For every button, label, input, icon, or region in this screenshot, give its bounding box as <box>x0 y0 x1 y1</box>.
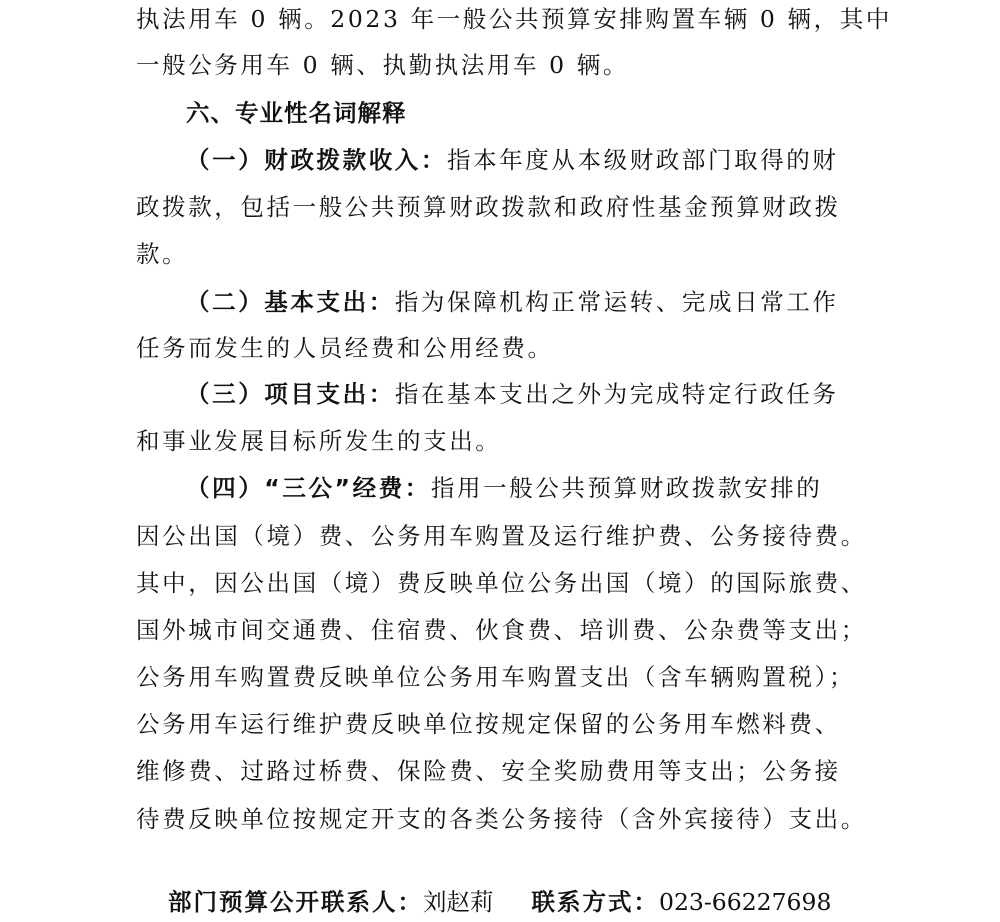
paragraph-line: 其中，因公出国（境）费反映单位公务出国（境）的国际旅费、 <box>136 569 867 597</box>
definition-text: 指用一般公共预算财政拨款安排的 <box>430 474 823 502</box>
definition-text: 指为保障机构正常运转、完成日常工作 <box>394 288 839 316</box>
definition-4-first-line <box>186 465 822 511</box>
definition-text: 指在基本支出之外为完成特定行政任务 <box>394 380 839 408</box>
phone-label: 联系方式： <box>531 888 659 916</box>
paragraph-line: 政拨款，包括一般公共预算财政拨款和政府性基金预算财政拨 <box>136 193 841 221</box>
paragraph-line: 任务而发生的人员经费和公用经费。 <box>136 334 554 362</box>
definition-term: （三）项目支出： <box>186 380 395 408</box>
paragraph-line: 执法用车 0 辆。2023 年一般公共预算安排购置车辆 0 辆，其中 <box>136 5 892 33</box>
section-heading: 六、专业性名词解释 <box>186 99 407 127</box>
paragraph-line: 一般公务用车 0 辆、执勤执法用车 0 辆。 <box>136 51 629 79</box>
paragraph-line: 待费反映单位按规定开支的各类公务接待（含外宾接待）支出。 <box>136 805 867 833</box>
definition-1-first-line <box>186 137 839 183</box>
contact-label: 部门预算公开联系人： <box>168 888 423 916</box>
paragraph-line: 和事业发展目标所发生的支出。 <box>136 427 502 455</box>
paragraph-line: 公务用车运行维护费反映单位按规定保留的公务用车燃料费、 <box>136 710 841 738</box>
phone-number: 023-66227698 <box>659 888 832 916</box>
paragraph-line: 款。 <box>136 240 189 268</box>
definition-2-first-line <box>186 279 839 325</box>
definition-3-first-line <box>186 371 839 417</box>
definition-term: （二）基本支出： <box>186 288 395 316</box>
paragraph-line: 公务用车购置费反映单位公务用车购置支出（含车辆购置税）； <box>136 663 856 691</box>
contact-footer <box>168 882 831 922</box>
paragraph-line: 维修费、过路过桥费、保险费、安全奖励费用等支出；公务接 <box>136 757 841 785</box>
paragraph-line: 国外城市间交通费、住宿费、伙食费、培训费、公杂费等支出； <box>136 616 867 644</box>
contact-name: 刘赵莉 <box>423 888 494 916</box>
definition-text: 指本年度从本级财政部门取得的财 <box>447 146 839 174</box>
definition-term: （四）“三公”经费： <box>186 474 431 502</box>
paragraph-line: 因公出国（境）费、公务用车购置及运行维护费、公务接待费。 <box>136 522 867 550</box>
definition-term: （一）财政拨款收入： <box>186 146 447 174</box>
